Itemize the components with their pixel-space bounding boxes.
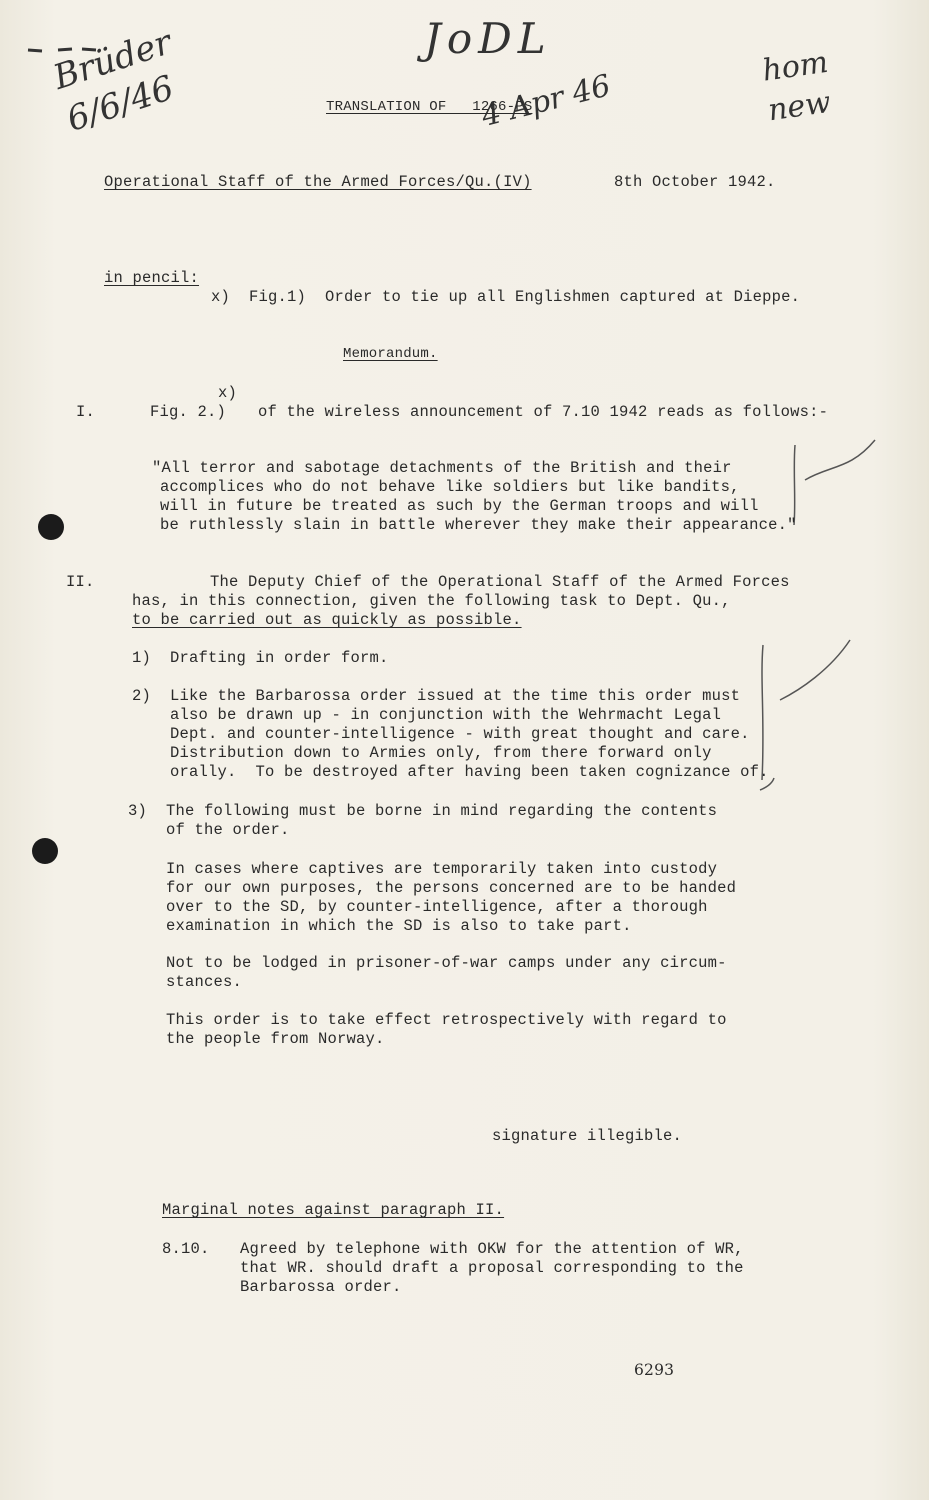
signature-note: signature illegible. xyxy=(492,1127,683,1145)
top-left-dashes xyxy=(28,49,96,51)
margin-bracket-2 xyxy=(762,645,763,780)
marginal-line: that WR. should draft a proposal corresponding to the xyxy=(240,1259,744,1277)
punch-hole-2 xyxy=(32,838,58,864)
document-date: 8th October 1942. xyxy=(614,173,776,191)
para-c-line: This order is to take effect retrospectively with regard to xyxy=(166,1011,727,1029)
pencil-label: in pencil: xyxy=(104,269,200,287)
section-1-intro: of the wireless announcement of 7.10 1942 reads as follows:- xyxy=(258,403,829,421)
section-2-line: has, in this connection, given the following task to Dept. Qu., xyxy=(132,592,731,610)
page-number: 6293 xyxy=(634,1361,675,1379)
para-b-line: stances. xyxy=(166,973,243,991)
handwritten-top-left: Brüder 6/6/46 xyxy=(48,22,179,140)
item-2-line: Dept. and counter-intelligence - with great thought and care. xyxy=(170,725,750,743)
item-1-text: Drafting in order form. xyxy=(170,649,389,667)
handwritten-top-right: hom new xyxy=(760,44,833,129)
marginal-date: 8.10. xyxy=(162,1240,210,1258)
item-3-line: of the order. xyxy=(166,821,290,839)
item-2-line: also be drawn up - in conjunction with the Wehrmacht Legal xyxy=(170,706,722,724)
marginal-line: Agreed by telephone with OKW for the attention of WR, xyxy=(240,1240,744,1258)
item-2-line: orally. To be destroyed after having been taken cognizance of. xyxy=(170,763,769,781)
punch-hole-1 xyxy=(38,514,64,540)
item-3-line: The following must be borne in mind regarding the contents xyxy=(166,802,718,820)
handwritten-jodl: JoDL xyxy=(424,14,552,63)
issuing-office: Operational Staff of the Armed Forces/Qu.(IV) xyxy=(104,173,532,191)
item-2-line: Like the Barbarossa order issued at the time this order must xyxy=(170,687,741,705)
item-2-line: Distribution down to Armies only, from there forward only xyxy=(170,744,712,762)
para-a-line: In cases where captives are temporarily taken into custody xyxy=(166,860,718,878)
section-2-line: The Deputy Chief of the Operational Staff of the Armed Forces xyxy=(210,573,790,591)
margin-bracket-1 xyxy=(794,445,795,525)
marginal-heading: Marginal notes against paragraph II. xyxy=(162,1201,505,1219)
item-1-number: 1) xyxy=(132,649,152,667)
para-a-line: examination in which the SD is also to take part. xyxy=(166,917,632,935)
handwritten-date-mid: 4 Apr 46 xyxy=(478,68,615,134)
item-2-number: 2) xyxy=(132,687,152,705)
para-a-line: for our own purposes, the persons concerned are to be handed xyxy=(166,879,737,897)
margin-tick-2 xyxy=(780,640,850,700)
margin-tick-1 xyxy=(805,440,875,480)
marginal-line: Barbarossa order. xyxy=(240,1278,402,1296)
section-2-underlined: to be carried out as quickly as possible. xyxy=(132,611,522,629)
section-1-numeral: I. xyxy=(76,403,96,421)
memorandum-heading: Memorandum. xyxy=(343,346,438,362)
document-title: TRANSLATION OF 1266-PS xyxy=(326,99,533,115)
para-c-line: the people from Norway. xyxy=(166,1030,385,1048)
item-3-number: 3) xyxy=(128,802,148,820)
para-a-line: over to the SD, by counter-intelligence, after a thorough xyxy=(166,898,708,916)
section-2-numeral: II. xyxy=(66,573,95,591)
quote-line: accomplices who do not behave like soldiers but like bandits, xyxy=(160,478,740,496)
quote-line: will in future be treated as such by the German troops and will xyxy=(160,497,759,515)
pencil-note: x) Fig.1) Order to tie up all Englishmen captured at Dieppe. xyxy=(211,288,801,306)
section-1-mark: x) xyxy=(218,384,238,402)
quote-line: be ruthlessly slain in battle wherever they make their appearance." xyxy=(160,516,797,534)
section-1-fig: Fig. 2.) xyxy=(150,403,227,421)
para-b-line: Not to be lodged in prisoner-of-war camps under any circum- xyxy=(166,954,727,972)
quote-line: "All terror and sabotage detachments of the British and their xyxy=(152,459,732,477)
